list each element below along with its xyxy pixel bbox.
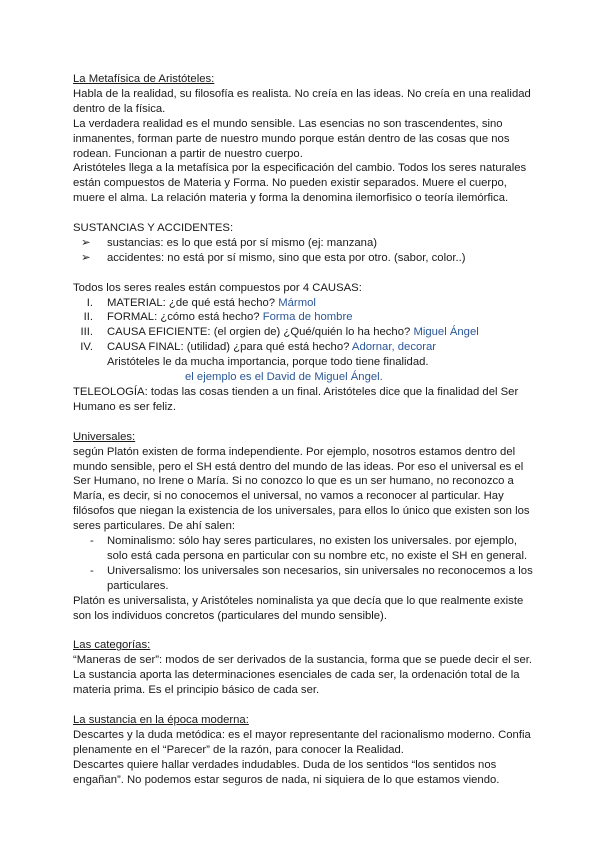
list-item: [73, 251, 533, 266]
list-item-text: Nominalismo: sólo hay seres particulares, no existen los universales. por ejemplo, solo está cada persona en particular con su nombre etc, no existe el SH en general.: [107, 535, 528, 562]
cause-item: [73, 340, 533, 355]
paragraph: La sustancia aporta las determinaciones esenciales de cada ser, la ordenación total de la materia prima. Es el principio básico de cada ser.: [73, 669, 520, 697]
section-heading-universales: Universales:: [73, 430, 136, 443]
cause-example: Adornar, decorar: [351, 341, 437, 354]
paragraph: Descartes quiere hallar verdades indudables. Duda de los sentidos “los sentidos nos engañan”. No podemos estar seguros de nada, ni siquiera de lo que estamos viendo.: [73, 758, 500, 786]
teleologia-paragraph: TELEOLOGÍA: todas las cosas tienden a un final. Aristóteles dice que la finalidad del Ser Humano es ser feliz.: [73, 386, 519, 413]
cause-text: CAUSA EFICIENTE: (el orgien de) ¿Qué/quién lo ha hecho?: [107, 326, 411, 339]
section-heading-epoca-moderna: La sustancia en la época moderna:: [73, 713, 249, 726]
causes-intro: Todos los seres reales están compuestos por 4 CAUSAS:: [73, 281, 362, 294]
roman-numeral: III.: [80, 326, 93, 339]
final-note: Aristóteles le da mucha importancia, porque todo tiene finalidad.: [107, 356, 429, 369]
paragraph: según Platón existen de forma independiente. Por ejemplo, nosotros estamos dentro del mundo sensible, pero el SH está dentro del mundo de las ideas. Por eso el universal es el Ser Humano, no Irene o María. Si no conozco lo que es un ser humano, no reconozco a María, es decir, si no conocemos el universal, no vamos a reconocer al particular. Hay filósofos que niegan la existencia de los universales, para ellos lo único que existen son los seres particulares. De ahí salen:: [73, 445, 530, 533]
final-example: el ejemplo es el David de Miguel Ángel.: [185, 371, 383, 384]
cause-example: Mármol: [278, 296, 316, 309]
list-item: [73, 564, 533, 594]
cause-example: Miguel Ángel: [413, 326, 479, 339]
roman-numeral: I.: [86, 296, 93, 309]
cause-item: [73, 310, 533, 325]
list-item-text: accidentes: no está por sí mismo, sino que esta por otro. (sabor, color..): [107, 251, 466, 264]
dash-bullet: -: [90, 564, 94, 577]
paragraph: “Maneras de ser”: modos de ser derivados de la sustancia, forma que se puede decir el ser.: [73, 654, 533, 667]
arrow-bullet-icon: ➢: [81, 251, 91, 264]
paragraph: La verdadera realidad es el mundo sensible. Las esencias no son trascendentes, sino inmanentes, forman parte de nuestro mundo porque están dentro de las cosas que nos rodean. Funcionan a partir de nuestro cuerpo.: [73, 117, 510, 160]
cause-text: FORMAL: ¿cómo está hecho?: [107, 311, 260, 324]
roman-numeral: IV.: [80, 341, 93, 354]
paragraph: Platón es universalista, y Aristóteles nominalista ya que decía que lo que realmente existe son los individuos concretos (particulares del mundo sensible).: [73, 594, 524, 622]
list-item-text: Universalismo: los universales son necesarios, sin universales no reconocemos a los particulares.: [107, 564, 533, 592]
paragraph: Descartes y la duda metódica: es el mayor representante del racionalismo moderno. Confia plenamente en el “Parecer” de la razón, para conocer la Realidad.: [73, 728, 531, 756]
paragraph: Habla de la realidad, su filosofía es realista. No creía en las ideas. No creía en una realidad dentro de la física.: [73, 87, 531, 115]
document-page: [73, 72, 533, 787]
list-item-text: sustancias: es lo que está por sí mismo (ej: manzana): [107, 236, 377, 249]
cause-item: [73, 296, 533, 311]
cause-text: MATERIAL: ¿de qué está hecho?: [107, 296, 276, 309]
cause-item: [73, 325, 533, 340]
list-item: [73, 534, 533, 564]
cause-example: Forma de hombre: [262, 311, 353, 324]
list-item: [73, 236, 533, 251]
dash-bullet: -: [90, 535, 94, 548]
cause-text: CAUSA FINAL: (utilidad) ¿para qué está hecho?: [107, 341, 350, 354]
paragraph: Aristóteles llega a la metafísica por la especificación del cambio. Todos los seres naturales están compuestos de Materia y Forma. No pueden existir separados. Muere el cuerpo, muere el alma. La relación materia y forma la denomina ilemorfisico o teoría ilemórfica.: [73, 162, 527, 205]
section-heading-sustancias: SUSTANCIAS Y ACCIDENTES:: [73, 222, 234, 235]
roman-numeral: II.: [83, 311, 93, 324]
section-heading-metafisica: La Metafísica de Aristóteles:: [73, 73, 215, 85]
arrow-bullet-icon: ➢: [81, 236, 91, 249]
section-heading-categorias: Las categorías:: [73, 639, 151, 652]
